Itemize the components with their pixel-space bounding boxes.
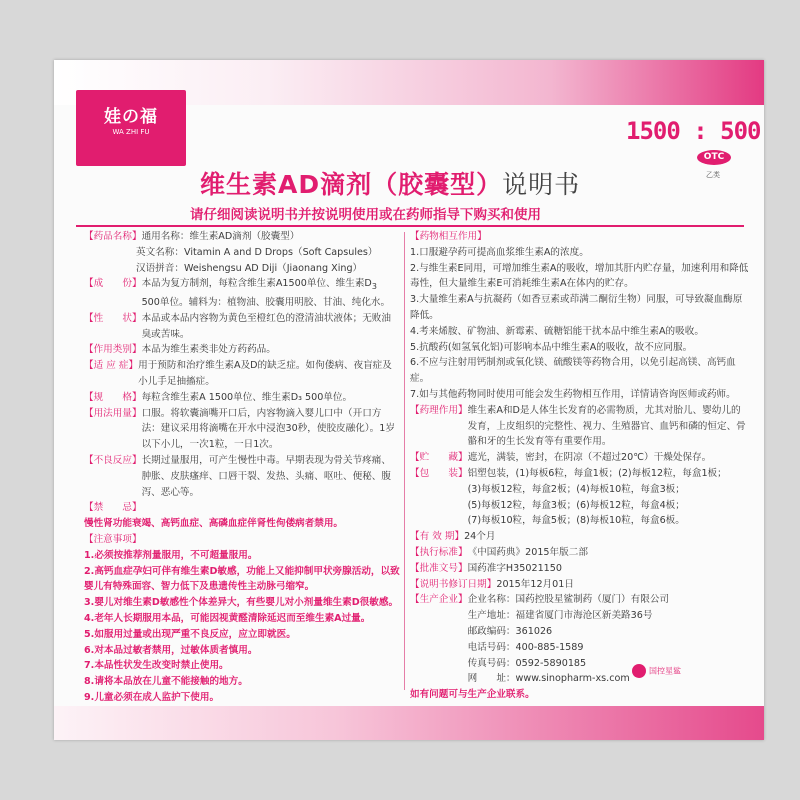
revision-text: 2015年12月01日: [496, 578, 574, 590]
storage-text: 遮光，满装，密封，在阴凉（不超过20℃）干燥处保存。: [467, 452, 712, 464]
precautions-label: 【注意事项】: [84, 534, 142, 546]
revision-label: 【说明书修订日期】: [410, 578, 497, 590]
manufacturer-address: 生产地址：福建省厦门市海沧区新美路36号: [467, 610, 653, 622]
precaution-item: 7.本品性状发生改变时禁止使用。: [84, 660, 229, 672]
specification-section: [84, 390, 400, 406]
title-main: 维生素AD滴剂（胶囊型）: [200, 170, 503, 199]
page-title: [200, 165, 610, 201]
indications-label: 【适 应 症】: [84, 360, 139, 372]
properties-section: [84, 311, 400, 343]
contraindications-text: 慢性肾功能衰竭、高钙血症、高磷血症伴肾性佝偻病者禁用。: [84, 518, 344, 530]
composition-label: 【成 份】: [84, 278, 142, 290]
column-divider: [404, 232, 405, 690]
drug-name-label: 【药品名称】: [84, 231, 142, 242]
manufacturer-label: 【生产企业】: [410, 594, 468, 606]
interaction-item: 1.口服避孕药可提高血浆维生素A的浓度。: [410, 246, 589, 258]
approval-section: [410, 561, 750, 577]
title-rule: [76, 225, 744, 227]
composition-subscript: 3: [371, 282, 377, 292]
validity-text: 24个月: [464, 531, 496, 543]
manufacturer-postcode: 邮政编码：361026: [467, 625, 553, 637]
standard-label: 【执行标准】: [410, 546, 468, 558]
interaction-item: 5.抗酸药(如氢氧化铝)可影响本品中维生素A的吸收，故不应同服。: [410, 341, 693, 353]
precaution-item: 8.请将本品放在儿童不能接触的地方。: [84, 676, 248, 688]
pharmacology-section: [410, 403, 750, 450]
footer-gradient-bar: [54, 706, 764, 740]
contraindications-label: 【禁 忌】: [84, 502, 142, 514]
precaution-item: 6.对本品过敏者禁用，过敏体质者慎用。: [84, 644, 258, 656]
usage-text: 口服。将软囊滴嘴开口后，内容物滴入婴儿口中（开口方法：建议采用将滴嘴在开水中浸泡30秒，使胶皮融化）。1岁以下小儿，一次1粒，一日1次。: [141, 407, 395, 451]
adverse-section: [84, 453, 400, 500]
package-line: 铝塑包装，(1)每板6粒，每盒1板；(2)每板12粒，每盒1板；: [467, 467, 727, 479]
drug-name-section: [84, 229, 400, 245]
indications-section: [84, 358, 400, 390]
indications-text: 用于预防和治疗维生素A及D的缺乏症。如佝偻病、夜盲症及小儿手足抽搐症。: [138, 360, 392, 388]
package-line: (3)每板12粒，每盒2板；(4)每板10粒，每盒3板；: [467, 483, 685, 495]
interaction-item: 2.与维生素E同用，可增加维生素A的吸收，增加其肝内贮存量，加速利用和降低毒性，但大量维生素E可消耗维生素A在体内的贮存。: [410, 262, 749, 290]
interaction-item: 6.不应与注射用钙制剂或氧化镁、硫酸镁等药物合用，以免引起高镁、高钙血症。: [410, 357, 736, 385]
page-subtitle: 请仔细阅读说明书并按说明使用或在药师指导下购买和使用: [190, 207, 541, 223]
package-line: (7)每板10粒，每盒5板；(8)每板10粒，每盒6板。: [467, 515, 685, 527]
specification-label: 【规 格】: [84, 391, 142, 403]
title-tail: 说明书: [502, 170, 581, 199]
pharmacology-label: 【药理作用】: [410, 404, 468, 416]
manufacturer-website: 网 址：www.sinopharm-xs.com: [467, 673, 630, 685]
precaution-item: 4.老年人长期服用本品，可能因视黄醛清除延迟而至维生素A过量。: [84, 613, 371, 625]
brand-logo-subtext: WA ZHI FU: [112, 128, 150, 136]
precaution-item: 9.儿童必须在成人监护下使用。: [84, 692, 220, 704]
left-column: [84, 229, 400, 722]
drug-name-english: 英文名称：Vitamin A and D Drops（Soft Capsules）: [136, 246, 378, 258]
sinopharm-icon: [632, 664, 646, 678]
manufacturer-phone: 电话号码：400-885-1589: [467, 641, 584, 653]
validity-section: [410, 529, 750, 545]
composition-text-2: 500单位。辅料为：植物油、胶囊用明胶、甘油、纯化水。: [141, 297, 391, 309]
validity-label: 【有 效 期】: [410, 531, 465, 543]
pharmacology-text: 维生素A和D是人体生长发育的必需物质，尤其对胎儿、婴幼儿的发育，上皮组织的完整性、视力、生殖器官、血钙和磷的恒定、骨骼和牙的生长发育等有重要作用。: [467, 404, 746, 448]
standard-section: [410, 545, 750, 561]
precaution-item: 5.如服用过量或出现严重不良反应，应立即就医。: [84, 628, 296, 640]
precaution-item: 3.婴儿对维生素D敏感性个体差异大，有些婴儿对小剂量维生素D很敏感。: [84, 597, 399, 609]
usage-label: 【用法用量】: [84, 407, 142, 419]
precaution-item: 1.必须按推荐剂量服用，不可超量服用。: [84, 549, 258, 561]
contact-note: 如有问题可与生产企业联系。: [410, 689, 535, 701]
adverse-label: 【不良反应】: [84, 455, 142, 467]
brand-logo-text: 娃の福: [104, 107, 158, 127]
category-label: 【作用类别】: [84, 344, 142, 356]
interaction-item: 7.如与其他药物同时使用可能会发生药物相互作用，详情请咨询医师或药师。: [410, 388, 736, 400]
category-section: [84, 342, 400, 358]
composition-section: [84, 276, 400, 311]
properties-text: 本品或本品内容物为黄色至橙红色的澄清油状液体；无败油臭或苦味。: [141, 312, 391, 340]
manufacturer-name: 企业名称：国药控股星鲨制药（厦门）有限公司: [467, 594, 670, 606]
package-label: 【包 装】: [410, 467, 468, 479]
brand-logo: [76, 90, 186, 166]
revision-section: [410, 577, 750, 593]
drug-name-generic: 通用名称：维生素AD滴剂（胶囊型）: [141, 231, 300, 242]
usage-section: [84, 406, 400, 453]
drug-name-pinyin: 汉语拼音：Weishengsu AD Diji（Jiaonang Xing）: [136, 262, 363, 274]
approval-label: 【批准文号】: [410, 562, 468, 574]
composition-text-1: 本品为复方制剂，每粒含维生素A1500单位、维生素D: [141, 278, 372, 290]
adverse-text: 长期过量服用，可产生慢性中毒。早期表现为骨关节疼痛、肿胀、皮肤瘙痒、口唇干裂、发热、头痛、呕吐、便秘、腹泻、恶心等。: [141, 455, 391, 498]
storage-section: [410, 450, 750, 466]
package-section: [410, 466, 750, 529]
manufacturer-fax: 传真号码：0592-5890185: [467, 657, 587, 669]
specification-text: 每粒含维生素A 1500单位、维生素D₃ 500单位。: [141, 391, 353, 403]
standard-text: 《中国药典》2015年版二部: [467, 546, 588, 558]
manufacturer-logo-text: 国控星鲨: [649, 666, 681, 676]
precaution-item: 2.高钙血症孕妇可伴有维生素D敏感，功能上又能抑制甲状旁腺活动，以致婴儿有特殊面容、智力低下及患遗传性主动脉弓缩窄。: [84, 565, 400, 593]
otc-class: 乙类: [706, 171, 720, 179]
interaction-item: 3.大量维生素A与抗凝药（如香豆素或茚满二酮衍生物）同服，可导致凝血酶原降低。: [410, 294, 743, 321]
package-line: (5)每板12粒，每盒3板；(6)每板12粒，每盒4板；: [467, 499, 685, 511]
dosage-ratio: 1500 : 500: [626, 117, 761, 145]
category-text: 本品为维生素类非处方药药品。: [141, 344, 276, 356]
approval-text: 国药准字H35021150: [467, 562, 562, 574]
properties-label: 【性 状】: [84, 312, 142, 324]
right-column: [410, 229, 750, 703]
storage-label: 【贮 藏】: [410, 452, 468, 464]
interaction-item: 4.考来烯胺、矿物油、新霉素、硫糖铝能干扰本品中维生素A的吸收。: [410, 325, 704, 337]
otc-badge: OTC: [697, 150, 731, 165]
manufacturer-logo: [632, 664, 742, 684]
interactions-label: 【药物相互作用】: [410, 231, 487, 242]
